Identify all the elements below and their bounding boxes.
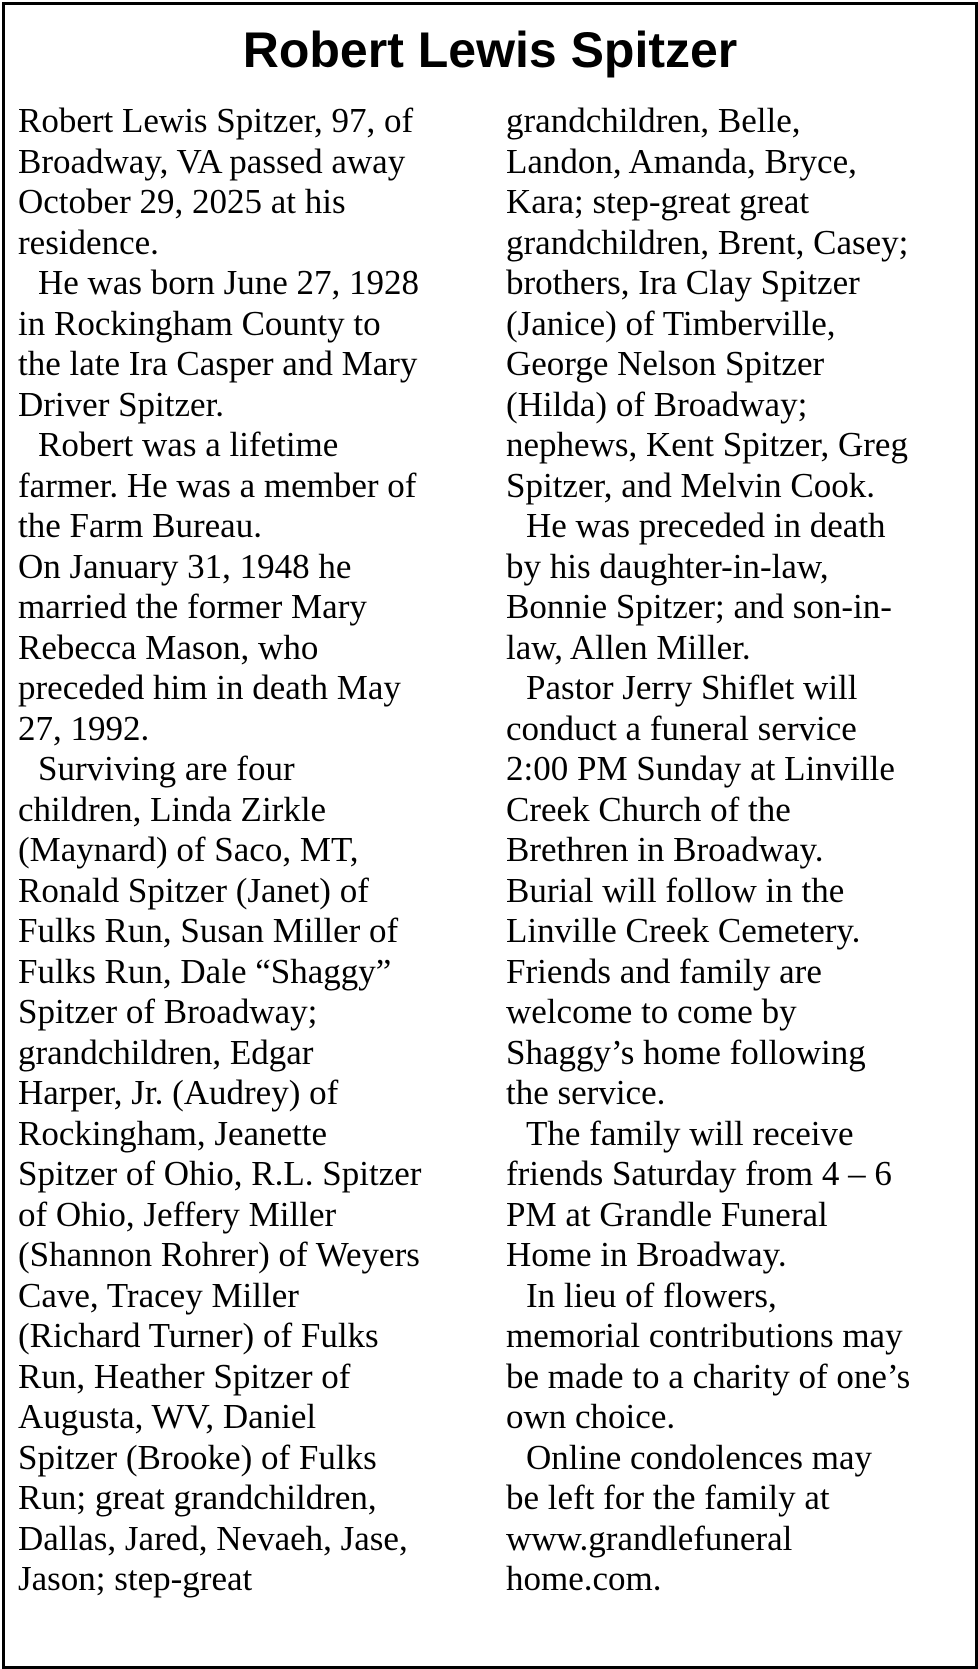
obituary-text-line: Pastor Jerry Shiflet will	[526, 668, 858, 707]
obituary-text-line: Robert Lewis Spitzer, 97, of	[18, 101, 414, 140]
obituary-text-line: Rebecca Mason, who	[18, 627, 319, 667]
obituary-text-line: (Maynard) of Saco, MT,	[18, 830, 359, 869]
obituary-text-line: Friends and family are	[506, 951, 822, 991]
obituary-text-line: He was born June 27, 1928	[38, 263, 420, 302]
obituary-text-line: by his daughter-in-law,	[506, 546, 829, 586]
obituary-left-column	[18, 101, 498, 1600]
obituary-text-line: the Farm Bureau.	[18, 506, 262, 545]
obituary-text-line: Brethren in Broadway.	[506, 830, 824, 869]
obituary-text-line: in Rockingham County to	[18, 303, 381, 343]
obituary-text-line: (Hilda) of Broadway;	[506, 384, 808, 424]
obituary-text-line: In lieu of flowers,	[526, 1275, 777, 1315]
obituary-text-line: be made to a charity of one’s	[506, 1356, 911, 1396]
obituary-title: Robert Lewis Spitzer	[242, 22, 738, 78]
obituary-right-column	[506, 101, 976, 1600]
obituary-text-line: www.grandlefuneral	[506, 1518, 793, 1558]
obituary-text-line: children, Linda Zirkle	[18, 789, 327, 829]
obituary-text-line: Jason; step-great	[18, 1559, 253, 1598]
obituary-text-line: George Nelson Spitzer	[506, 344, 825, 383]
obituary-text-line: grandchildren, Belle,	[506, 101, 801, 140]
obituary-text-line: Online condolences may	[526, 1437, 873, 1477]
obituary-text-line: Driver Spitzer.	[18, 384, 225, 424]
obituary-text-line: Shaggy’s home following	[506, 1032, 866, 1072]
obituary-text-line: brothers, Ira Clay Spitzer	[506, 263, 860, 302]
obituary-text-line: residence.	[18, 222, 159, 262]
obituary-text-line: Creek Church of the	[506, 789, 791, 829]
obituary-text-line: Robert was a lifetime	[38, 425, 339, 464]
obituary-text-line: Broadway, VA passed away	[18, 141, 406, 181]
obituary-text-line: October 29, 2025 at his	[18, 182, 346, 221]
obituary-text-line: married the former Mary	[18, 587, 367, 626]
obituary-text-line: home.com.	[506, 1559, 662, 1598]
obituary-text-line: Harper, Jr. (Audrey) of	[18, 1073, 339, 1112]
obituary-text-line: farmer. He was a member of	[18, 465, 417, 505]
obituary-text-line: The family will receive	[526, 1113, 854, 1153]
obituary-text-line: Augusta, WV, Daniel	[18, 1397, 317, 1436]
obituary-text-line: Ronald Spitzer (Janet) of	[18, 870, 369, 910]
obituary-text-line: Spitzer of Ohio, R.L. Spitzer	[18, 1154, 422, 1193]
obituary-text-line: Spitzer, and Melvin Cook.	[506, 465, 875, 505]
obituary-text-line: 27, 1992.	[18, 708, 150, 748]
obituary-text-line: He was preceded in death	[526, 506, 886, 545]
obituary-text-line: grandchildren, Edgar	[18, 1032, 314, 1072]
obituary-text-line: Linville Creek Cemetery.	[506, 911, 861, 950]
obituary-text-line: Surviving are four	[38, 749, 295, 788]
obituary-text-line: Landon, Amanda, Bryce,	[506, 141, 857, 181]
obituary-text-line: friends Saturday from 4 – 6	[506, 1154, 892, 1193]
obituary-text-line: On January 31, 1948 he	[18, 546, 352, 586]
obituary-text-line: 2:00 PM Sunday at Linville	[506, 749, 895, 788]
obituary-text-line: the late Ira Casper and Mary	[18, 344, 418, 383]
obituary-text-line: Fulks Run, Dale “Shaggy”	[18, 951, 392, 991]
obituary-text-line: (Shannon Rohrer) of Weyers	[18, 1235, 420, 1274]
obituary-text-line: Bonnie Spitzer; and son-in-	[506, 587, 892, 626]
obituary-text-line: Run, Heather Spitzer of	[18, 1356, 351, 1396]
obituary-text-line: memorial contributions may	[506, 1316, 903, 1355]
obituary-text-line: PM at Grandle Funeral	[506, 1194, 828, 1234]
obituary-text-line: Spitzer of Broadway;	[18, 992, 318, 1031]
obituary-text-line: preceded him in death May	[18, 668, 401, 707]
obituary-text-line: Dallas, Jared, Nevaeh, Jase,	[18, 1518, 408, 1558]
obituary-text-line: Run; great grandchildren,	[18, 1478, 377, 1517]
obituary-text-line: of Ohio, Jeffery Miller	[18, 1194, 337, 1234]
obituary-text-line: own choice.	[506, 1397, 676, 1436]
obituary-text-line: (Richard Turner) of Fulks	[18, 1316, 379, 1355]
obituary-text-line: Home in Broadway.	[506, 1235, 787, 1274]
obituary-text-line: nephews, Kent Spitzer, Greg	[506, 425, 908, 464]
obituary-text-line: law, Allen Miller.	[506, 627, 751, 667]
obituary-text-line: grandchildren, Brent, Casey;	[506, 222, 909, 262]
obituary-frame	[2, 2, 978, 1669]
obituary-text-line: the service.	[506, 1073, 666, 1112]
obituary-text-line: Cave, Tracey Miller	[18, 1275, 299, 1315]
obituary-text-line: be left for the family at	[506, 1478, 830, 1517]
obituary-text-line: Spitzer (Brooke) of Fulks	[18, 1437, 377, 1477]
obituary-text-line: Rockingham, Jeanette	[18, 1113, 328, 1153]
obituary-text-line: welcome to come by	[506, 992, 797, 1031]
obituary-text-line: Kara; step-great great	[506, 182, 810, 221]
obituary-text-line: (Janice) of Timberville,	[506, 303, 836, 343]
obituary-text-line: Burial will follow in the	[506, 870, 845, 910]
obituary-text-line: Fulks Run, Susan Miller of	[18, 911, 399, 950]
obituary-text-line: conduct a funeral service	[506, 708, 857, 748]
